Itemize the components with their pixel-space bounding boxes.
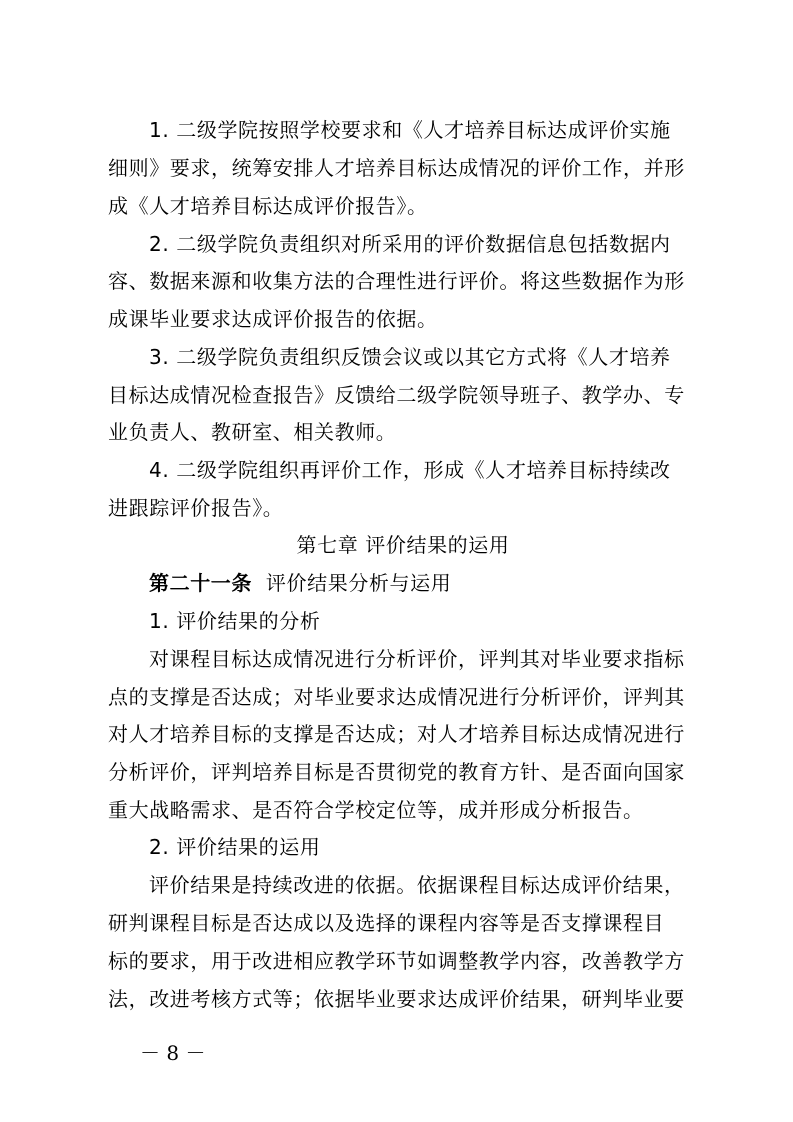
- paragraph-line: 业负责人、教研室、相关教师。: [108, 420, 397, 444]
- paragraph-line: 4. 二级学院组织再评价工作，形成《人才培养目标持续改: [149, 458, 671, 482]
- paragraph-line: 标的要求，用于改进相应教学环节如调整教学内容，改善教学方: [108, 949, 685, 973]
- chapter-heading: 第七章 评价结果的运用: [296, 533, 510, 557]
- article-number: 第二十一条: [149, 571, 252, 595]
- article-title: 评价结果分析与运用: [265, 571, 452, 595]
- paragraph-line: 成课毕业要求达成评价报告的依据。: [108, 307, 438, 331]
- paragraph-line: 成《人才培养目标达成评价报告》。: [108, 194, 428, 218]
- paragraph-line: 对课程目标达成情况进行分析评价，评判其对毕业要求指标: [149, 647, 685, 671]
- paragraph-line: 进跟踪评价报告》。: [108, 496, 284, 520]
- paragraph-line: 容、数据来源和收集方法的合理性进行评价。将这些数据作为形: [108, 269, 685, 293]
- paragraph-line: 重大战略需求、是否符合学校定位等，成并形成分析报告。: [108, 798, 644, 822]
- paragraph-line: 3. 二级学院负责组织反馈会议或以其它方式将《人才培养: [149, 345, 671, 369]
- article-heading: [149, 570, 698, 596]
- paragraph-line: 点的支撑是否达成；对毕业要求达成情况进行分析评价，评判其: [108, 685, 685, 709]
- paragraph-line: 研判课程目标是否达成以及选择的课程内容等是否支撑课程目: [108, 911, 665, 935]
- page-number: － 8 －: [140, 1041, 206, 1065]
- paragraph-line: 对人才培养目标的支撑是否达成；对人才培养目标达成情况进行: [108, 722, 685, 746]
- section-heading: 2. 评价结果的运用: [149, 835, 321, 859]
- paragraph-line: 1. 二级学院按照学校要求和《人才培养目标达成评价实施: [149, 118, 671, 142]
- paragraph-line: 法，改进考核方式等；依据毕业要求达成评价结果，研判毕业要: [108, 987, 685, 1011]
- section-heading: 1. 评价结果的分析: [149, 609, 321, 633]
- paragraph-line: 评价结果是持续改进的依据。依据课程目标达成评价结果，: [149, 873, 685, 897]
- paragraph-line: 2. 二级学院负责组织对所采用的评价数据信息包括数据内: [149, 232, 671, 256]
- paragraph-line: 细则》要求，统筹安排人才培养目标达成情况的评价工作，并形: [108, 156, 685, 180]
- paragraph-line: 目标达成情况检查报告》反馈给二级学院领导班子、教学办、专: [108, 383, 685, 407]
- paragraph-line: 分析评价，评判培养目标是否贯彻党的教育方针、是否面向国家: [108, 760, 685, 784]
